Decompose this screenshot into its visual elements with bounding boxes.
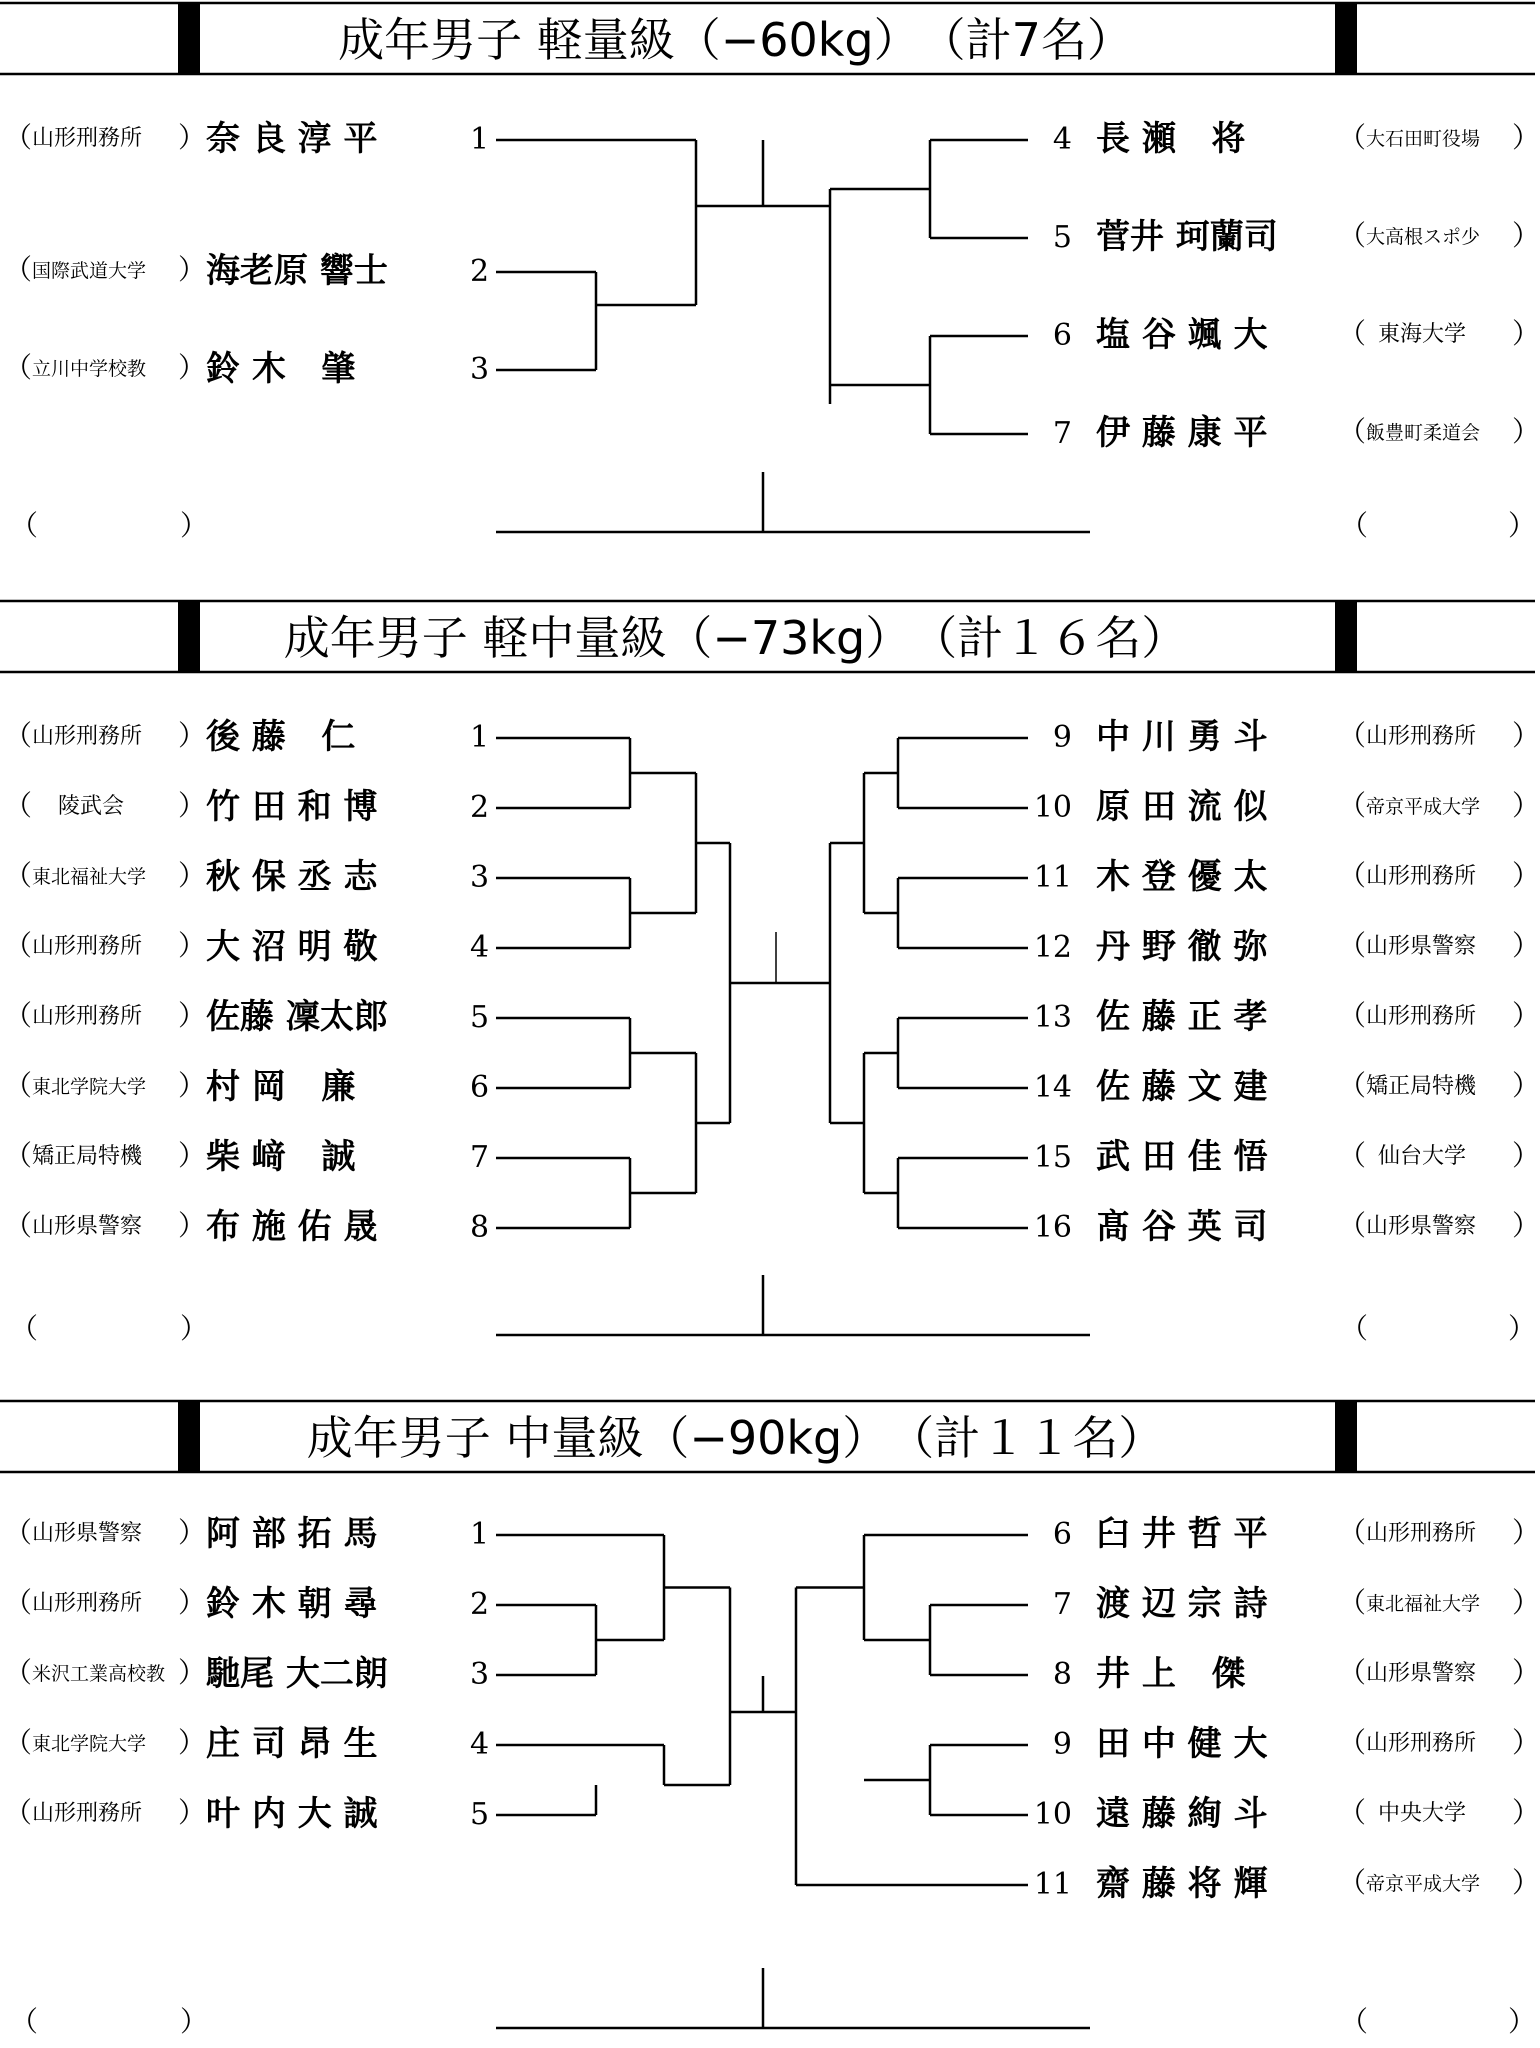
entry-affiliation: 山形刑務所	[1366, 864, 1477, 889]
entry-affiliation: 東北福祉大学	[32, 866, 147, 888]
aff-paren-open: （	[4, 859, 33, 892]
aff-paren-open: （	[4, 253, 33, 286]
aff-paren-close: ）	[178, 351, 207, 384]
result-paren-close: ）	[1508, 1312, 1537, 1345]
entry-number: 1	[470, 720, 490, 755]
entry-name: 長 瀬 将	[1096, 119, 1246, 159]
result-paren-close: ）	[1508, 2005, 1537, 2038]
entry-affiliation: 東北学院大学	[32, 1733, 147, 1755]
result-paren-open: （	[10, 2005, 39, 2038]
section-title: 成年男子 中量級（−90kg）	[306, 1411, 889, 1465]
aff-paren-open: （	[1338, 1209, 1367, 1242]
aff-paren-close: ）	[1512, 1516, 1540, 1549]
section-title-73kg	[0, 598, 1535, 672]
aff-paren-close: ）	[1512, 999, 1540, 1032]
aff-paren-open: （	[1338, 719, 1367, 752]
aff-paren-close: ）	[178, 253, 207, 286]
result-paren-close: ）	[180, 509, 209, 542]
aff-paren-close: ）	[178, 121, 207, 154]
entry-affiliation: 仙台大学	[1378, 1144, 1467, 1169]
aff-paren-close: ）	[1512, 859, 1540, 892]
aff-paren-open: （	[1338, 1586, 1367, 1619]
aff-paren-close: ）	[1512, 1656, 1540, 1689]
aff-paren-close: ）	[1512, 415, 1540, 448]
entry-name: 臼 井 哲 平	[1096, 1514, 1268, 1554]
entry-affiliation: 山形刑務所	[32, 934, 143, 959]
entry-number: 12	[1033, 930, 1072, 965]
entry-affiliation: 山形刑務所	[32, 1591, 143, 1616]
aff-paren-close: ）	[1512, 1069, 1540, 1102]
entry-number: 13	[1033, 1000, 1072, 1035]
entry-number: 7	[470, 1140, 490, 1175]
entry-number: 9	[1052, 1727, 1072, 1762]
entry-name: 中 川 勇 斗	[1096, 717, 1268, 757]
entry-affiliation: 東北福祉大学	[1366, 1593, 1481, 1615]
aff-paren-open: （	[1338, 929, 1367, 962]
result-paren-open: （	[1340, 509, 1369, 542]
entry-affiliation: 東海大学	[1378, 322, 1467, 347]
entry-affiliation: 立川中学校教	[32, 358, 147, 380]
entry-affiliation: 山形県警察	[32, 1214, 143, 1239]
entry-affiliation: 山形刑務所	[1366, 724, 1477, 749]
entry-number: 11	[1033, 1867, 1072, 1902]
entry-number: 14	[1033, 1070, 1072, 1105]
aff-paren-open: （	[1338, 121, 1367, 154]
entry-affiliation: 山形県警察	[32, 1521, 143, 1546]
entry-affiliation: 山形刑務所	[32, 724, 143, 749]
aff-paren-close: ）	[178, 1516, 207, 1549]
aff-paren-open: （	[1338, 415, 1367, 448]
entry-affiliation: 山形刑務所	[32, 1004, 143, 1029]
aff-paren-close: ）	[178, 1796, 207, 1829]
entry-number: 7	[1052, 416, 1072, 451]
entry-affiliation: 陵武会	[58, 794, 125, 819]
aff-paren-open: （	[1338, 1866, 1367, 1899]
aff-paren-open: （	[1338, 219, 1367, 252]
entry-number: 2	[470, 790, 490, 825]
entry-name: 塩 谷 颯 大	[1096, 315, 1268, 355]
entry-name: 齋 藤 将 輝	[1096, 1864, 1268, 1904]
aff-paren-open: （	[1338, 1516, 1367, 1549]
entry-affiliation: 山形県警察	[1366, 1661, 1477, 1686]
entry-name: 原 田 流 似	[1096, 787, 1268, 827]
entry-name: 鈴 木 肇	[206, 349, 356, 389]
aff-paren-open: （	[4, 1209, 33, 1242]
aff-paren-open: （	[4, 1796, 33, 1829]
aff-paren-open: （	[4, 1586, 33, 1619]
section-title: 成年男子 軽中量級（−73kg）	[283, 611, 912, 665]
aff-paren-open: （	[4, 929, 33, 962]
result-paren-close: ）	[180, 2005, 209, 2038]
aff-paren-open: （	[4, 789, 33, 822]
entry-affiliation: 東北学院大学	[32, 1076, 147, 1098]
aff-paren-open: （	[4, 1516, 33, 1549]
entry-name: 布 施 佑 晟	[206, 1207, 378, 1247]
aff-paren-close: ）	[1512, 1866, 1540, 1899]
entry-number: 1	[470, 1517, 490, 1552]
entry-affiliation: 矯正局特機	[32, 1144, 143, 1169]
aff-paren-open: （	[1338, 1656, 1367, 1689]
aff-paren-open: （	[4, 1726, 33, 1759]
entry-affiliation: 山形県警察	[1366, 1214, 1477, 1239]
entry-number: 5	[1052, 220, 1072, 255]
entry-affiliation: 大高根スポ少	[1366, 226, 1481, 248]
aff-paren-open: （	[1338, 317, 1367, 350]
section-title: 成年男子 軽量級（−60kg）	[338, 13, 920, 67]
entry-number: 3	[470, 860, 490, 895]
aff-paren-close: ）	[178, 1069, 207, 1102]
aff-paren-close: ）	[178, 719, 207, 752]
entry-number: 6	[1052, 1517, 1072, 1552]
entry-number: 6	[470, 1070, 490, 1105]
aff-paren-open: （	[1338, 999, 1367, 1032]
entry-name: 竹 田 和 博	[206, 787, 378, 827]
entry-name: 奈 良 淳 平	[206, 119, 378, 159]
entry-number: 6	[1052, 318, 1072, 353]
aff-paren-open: （	[1338, 859, 1367, 892]
aff-paren-close: ）	[178, 1586, 207, 1619]
entry-number: 5	[470, 1797, 490, 1832]
entry-number: 4	[470, 1727, 490, 1762]
entry-affiliation: 山形刑務所	[1366, 1731, 1477, 1756]
entry-count: （計１６名）	[911, 611, 1188, 665]
entry-affiliation: 国際武道大学	[32, 260, 147, 282]
entry-name: 叶 内 大 誠	[206, 1794, 378, 1834]
aff-paren-close: ）	[1512, 929, 1540, 962]
aff-paren-close: ）	[1512, 1726, 1540, 1759]
entry-number: 10	[1033, 790, 1072, 825]
entry-affiliation: 帝京平成大学	[1366, 1873, 1481, 1895]
entry-name: 木 登 優 太	[1096, 857, 1268, 897]
entry-name: 田 中 健 大	[1096, 1724, 1268, 1764]
aff-paren-close: ）	[1512, 1209, 1540, 1242]
entry-number: 15	[1033, 1140, 1072, 1175]
entry-affiliation: 飯豊町柔道会	[1366, 422, 1481, 444]
aff-paren-close: ）	[178, 1726, 207, 1759]
aff-paren-open: （	[4, 351, 33, 384]
aff-paren-close: ）	[178, 929, 207, 962]
entry-affiliation: 山形刑務所	[32, 126, 143, 151]
aff-paren-close: ）	[178, 859, 207, 892]
entry-number: 9	[1052, 720, 1072, 755]
entry-number: 16	[1033, 1210, 1072, 1245]
entry-count: （計１１名）	[888, 1411, 1165, 1465]
entry-number: 1	[470, 122, 490, 157]
entry-number: 5	[470, 1000, 490, 1035]
entry-number: 8	[1052, 1657, 1072, 1692]
aff-paren-open: （	[1338, 1726, 1367, 1759]
entry-number: 3	[470, 1657, 490, 1692]
entry-name: 髙 谷 英 司	[1096, 1207, 1268, 1247]
aff-paren-close: ）	[1512, 121, 1540, 154]
entry-name: 馳尾 大二朗	[206, 1654, 388, 1694]
aff-paren-open: （	[4, 719, 33, 752]
entry-name: 阿 部 拓 馬	[206, 1514, 378, 1554]
entry-name: 後 藤 仁	[206, 717, 356, 757]
entry-affiliation: 矯正局特機	[1366, 1074, 1477, 1099]
aff-paren-close: ）	[1512, 1586, 1540, 1619]
entry-number: 2	[470, 1587, 490, 1622]
aff-paren-close: ）	[1512, 789, 1540, 822]
entry-affiliation: 山形県警察	[1366, 934, 1477, 959]
entry-count: （計7名）	[919, 13, 1133, 67]
result-paren-open: （	[10, 1312, 39, 1345]
entry-number: 4	[1052, 122, 1072, 157]
entry-affiliation: 中央大学	[1378, 1801, 1467, 1826]
entry-name: 井 上 傑	[1096, 1654, 1246, 1694]
entry-affiliation: 山形刑務所	[32, 1801, 143, 1826]
entry-number: 10	[1033, 1797, 1072, 1832]
entry-affiliation: 山形刑務所	[1366, 1004, 1477, 1029]
aff-paren-open: （	[4, 1069, 33, 1102]
aff-paren-open: （	[1338, 1139, 1367, 1172]
entry-name: 秋 保 丞 志	[206, 857, 378, 897]
entry-number: 11	[1033, 860, 1072, 895]
entry-name: 菅井 珂蘭司	[1096, 217, 1278, 257]
result-paren-open: （	[1340, 1312, 1369, 1345]
entry-affiliation: 帝京平成大学	[1366, 796, 1481, 818]
entry-name: 佐 藤 正 孝	[1096, 997, 1268, 1037]
result-paren-close: ）	[180, 1312, 209, 1345]
result-paren-open: （	[1340, 2005, 1369, 2038]
aff-paren-open: （	[1338, 789, 1367, 822]
entry-name: 大 沼 明 敬	[206, 927, 378, 967]
entry-name: 遠 藤 絢 斗	[1096, 1794, 1268, 1834]
entry-name: 佐藤 凜太郎	[206, 997, 388, 1037]
entry-number: 3	[470, 352, 490, 387]
entry-number: 7	[1052, 1587, 1072, 1622]
aff-paren-open: （	[4, 121, 33, 154]
entry-name: 鈴 木 朝 尋	[206, 1584, 378, 1624]
aff-paren-open: （	[4, 1656, 33, 1689]
aff-paren-close: ）	[1512, 1139, 1540, 1172]
entry-number: 4	[470, 930, 490, 965]
result-paren-close: ）	[1508, 509, 1537, 542]
section-title-60kg	[0, 0, 1535, 74]
aff-paren-close: ）	[178, 1656, 207, 1689]
entry-name: 渡 辺 宗 詩	[1096, 1584, 1268, 1624]
entry-number: 8	[470, 1210, 490, 1245]
entry-name: 庄 司 昂 生	[206, 1724, 378, 1764]
aff-paren-close: ）	[1512, 219, 1540, 252]
result-paren-open: （	[10, 509, 39, 542]
entry-number: 2	[470, 254, 490, 289]
entry-affiliation: 米沢工業高校教	[32, 1663, 166, 1685]
aff-paren-open: （	[4, 1139, 33, 1172]
aff-paren-open: （	[4, 999, 33, 1032]
aff-paren-open: （	[1338, 1796, 1367, 1829]
aff-paren-close: ）	[1512, 317, 1540, 350]
aff-paren-close: ）	[178, 999, 207, 1032]
section-title-90kg	[0, 1398, 1535, 1472]
entry-name: 柴 﨑 誠	[206, 1137, 356, 1177]
aff-paren-close: ）	[178, 1139, 207, 1172]
aff-paren-close: ）	[178, 1209, 207, 1242]
aff-paren-open: （	[1338, 1069, 1367, 1102]
entry-name: 海老原 響士	[206, 251, 388, 291]
entry-name: 村 岡 廉	[206, 1067, 356, 1107]
entry-name: 伊 藤 康 平	[1096, 413, 1268, 453]
entry-name: 武 田 佳 悟	[1096, 1137, 1268, 1177]
aff-paren-close: ）	[1512, 719, 1540, 752]
entry-affiliation: 大石田町役場	[1366, 128, 1481, 150]
aff-paren-close: ）	[178, 789, 207, 822]
aff-paren-close: ）	[1512, 1796, 1540, 1829]
entry-name: 佐 藤 文 建	[1096, 1067, 1268, 1107]
entry-name: 丹 野 徹 弥	[1096, 927, 1268, 967]
entry-affiliation: 山形刑務所	[1366, 1521, 1477, 1546]
